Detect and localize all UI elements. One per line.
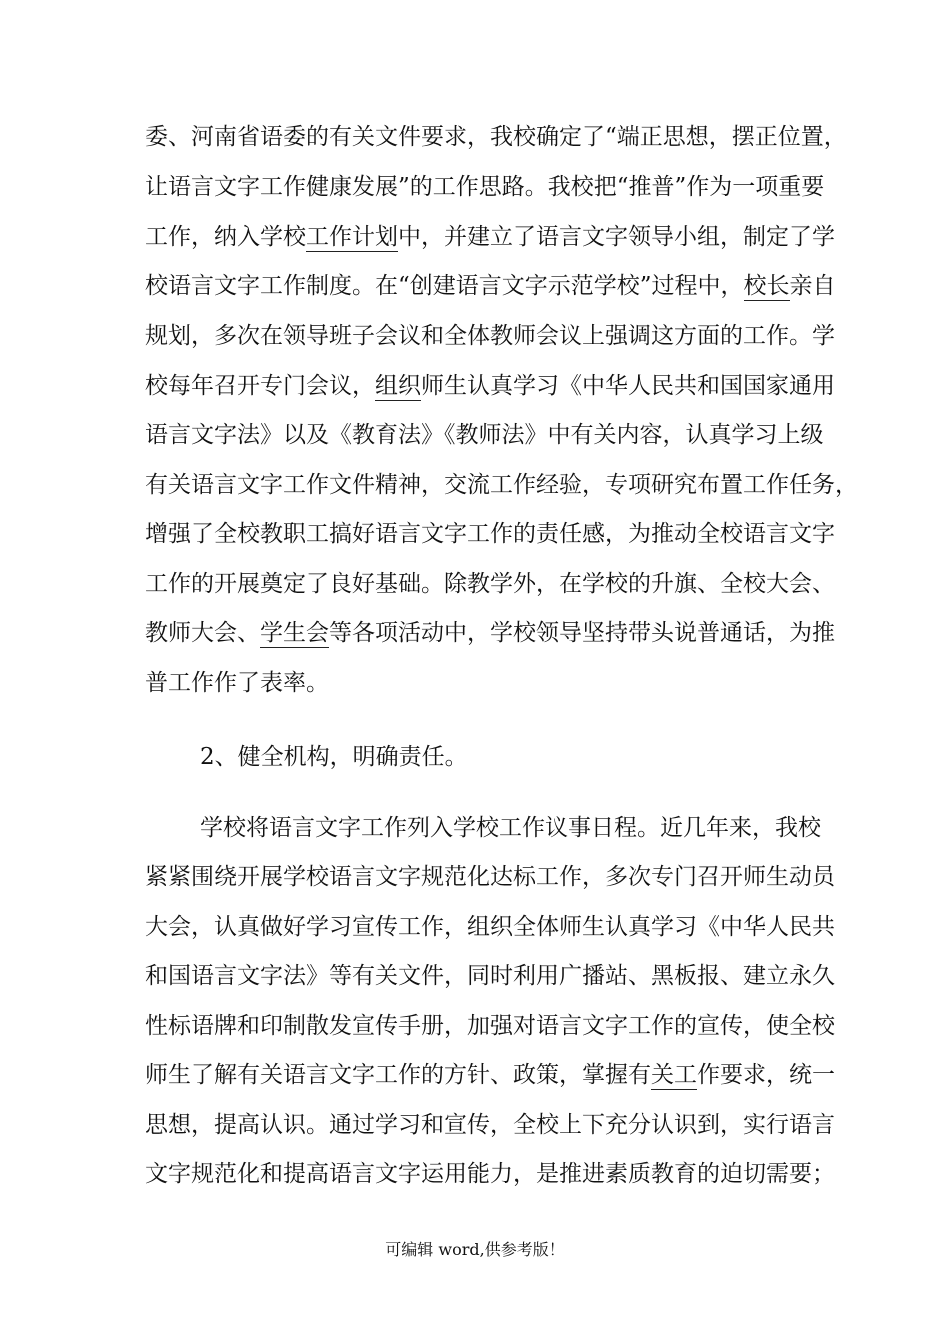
paragraph-line: [145, 907, 835, 947]
text-run: 作要求，统一: [697, 1062, 835, 1088]
paragraph-line: [145, 415, 824, 455]
paragraph-line: [145, 217, 835, 257]
text-run: 语言文字法》以及《教育法》《教师法》中有关内容，认真学习上级: [145, 422, 824, 448]
paragraph-line: [145, 117, 847, 157]
text-run: 普工作作了表率。: [145, 670, 329, 696]
hyperlink-student-union[interactable]: 学生会: [260, 620, 329, 646]
paragraph-line: [200, 808, 821, 848]
text-run: 学校将语言文字工作列入学校工作议事日程。近几年来，我校: [200, 815, 821, 841]
text-run: 教师大会、: [145, 620, 260, 646]
paragraph-line: [145, 564, 835, 604]
paragraph-line: [145, 167, 825, 207]
hyperlink-work-plan[interactable]: 工作计划: [306, 224, 398, 250]
text-run: 文字规范化和提高语言文字运用能力，是推进素质教育的迫切需要；: [145, 1161, 835, 1187]
paragraph-line: [145, 613, 835, 653]
text-run: 等各项活动中，学校领导坚持带头说普通话，为推: [329, 620, 835, 646]
paragraph-line: [145, 956, 835, 996]
page-footer: 可编辑 word,供参考版！: [385, 1240, 565, 1259]
text-run: 大会，认真做好学习宣传工作，组织全体师生认真学习《中华人民共: [145, 914, 835, 940]
text-run: 让语言文字工作健康发展”的工作思路。我校把“推普”作为一项重要: [145, 174, 825, 200]
text-run: 增强了全校教职工搞好语言文字工作的责任感，为推动全校语言文字: [145, 521, 835, 547]
paragraph-line: [145, 514, 835, 554]
hyperlink-principal[interactable]: 校长: [743, 273, 790, 299]
text-run: 中，并建立了语言文字领导小组，制定了学: [398, 224, 835, 250]
text-run: 工作，纳入学校: [145, 224, 306, 250]
text-run: 思想，提高认识。通过学习和宣传，全校上下充分认识到，实行语言: [145, 1112, 835, 1138]
text-run: 有关语言文字工作文件精神，交流工作经验，专项研究布置工作任务，: [145, 472, 858, 498]
paragraph-line: [145, 266, 836, 306]
paragraph-line: [145, 316, 835, 356]
paragraph-line: [145, 663, 805, 703]
text-run: 师生了解有关语言文字工作的方针、政策，掌握有: [145, 1062, 651, 1088]
text-run: 规划，多次在领导班子会议和全体教师会议上强调这方面的工作。学: [145, 323, 835, 349]
paragraph-line: [145, 1105, 835, 1145]
paragraph-line: [145, 857, 835, 897]
text-run: 紧紧围绕开展学校语言文字规范化达标工作，多次专门召开师生动员: [145, 864, 835, 890]
paragraph-line: [145, 1006, 835, 1046]
paragraph-line: [145, 465, 858, 505]
paragraph-line: [145, 1055, 835, 1095]
section-heading: 2、健全机构，明确责任。: [200, 744, 468, 770]
text-run: 工作的开展奠定了良好基础。除教学外，在学校的升旗、全校大会、: [145, 571, 835, 597]
text-run: 亲自: [789, 273, 836, 299]
text-run: 性标语牌和印制散发宣传手册，加强对语言文字工作的宣传，使全校: [145, 1013, 835, 1039]
text-run: 委、河南省语委的有关文件要求，我校确定了“端正思想，摆正位置，: [145, 124, 847, 150]
text-run: 校每年召开专门会议，: [145, 373, 375, 399]
text-run: 和国语言文字法》等有关文件，同时利用广播站、黑板报、建立永久: [145, 963, 835, 989]
paragraph-line: [145, 1154, 835, 1194]
paragraph-line: [145, 366, 835, 406]
hyperlink-organize[interactable]: 组织: [375, 373, 421, 399]
text-run: 校语言文字工作制度。在“创建语言文字示范学校”过程中，: [145, 273, 744, 299]
text-run: 师生认真学习《中华人民共和国国家通用: [421, 373, 835, 399]
hyperlink-related-work[interactable]: 关工: [651, 1062, 697, 1088]
